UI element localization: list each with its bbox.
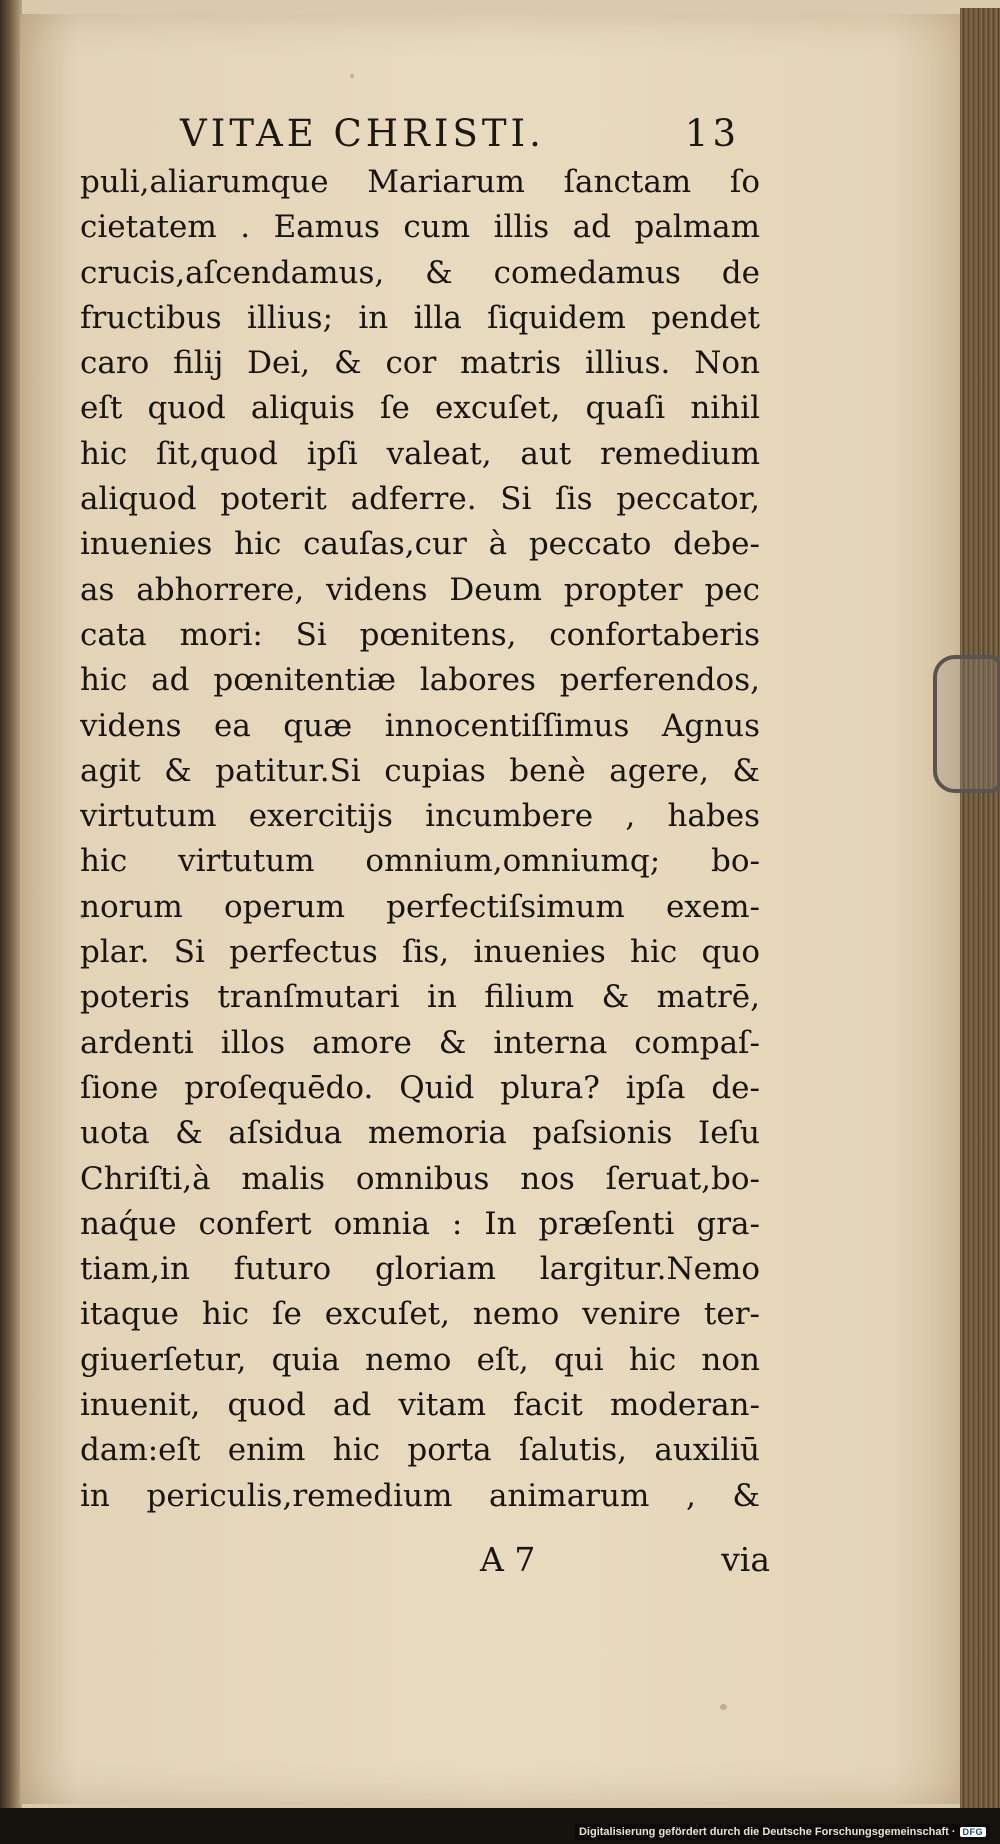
signature-mark: A 7 <box>480 1540 536 1579</box>
text-line: inuenit, quod ad vitam facit moderan- <box>80 1387 760 1424</box>
text-line: ſione proſequēdo. Quid plura? ipſa de- <box>80 1069 760 1106</box>
text-line: itaque hic ſe excuſet, nemo venire ter- <box>80 1296 760 1333</box>
text-line: aliquod poterit adferre. Si ſis peccator, <box>80 481 760 518</box>
signature-line <box>480 1540 770 1586</box>
text-line: as abhorrere, videns Deum propter pec <box>80 571 760 608</box>
text-line: caro filij Dei, & cor matris illius. Non <box>80 345 760 382</box>
page-number: 13 <box>684 112 740 155</box>
text-line: naq́ue confert omnia : In præſenti gra- <box>80 1205 760 1242</box>
body-text <box>80 160 760 1519</box>
text-line: in periculis,remedium animarum , & <box>80 1477 760 1514</box>
text-line: plar. Si perfectus ſis, inuenies hic quo <box>80 934 760 971</box>
book-fore-edge <box>960 8 1000 1820</box>
catchword: via <box>721 1540 770 1579</box>
clip-clasp <box>933 655 1000 793</box>
text-line: videns ea quæ innocentiſſimus Agnus <box>80 707 760 744</box>
digitization-credit <box>575 1824 990 1840</box>
text-line: giuerſetur, quia nemo eſt, qui hic non <box>80 1341 760 1378</box>
text-line: crucis,aſcendamus, & comedamus de <box>80 254 760 291</box>
text-line: virtutum exercitijs incumbere , habes <box>80 798 760 835</box>
text-line: eſt quod aliquis ſe excuſet, quaſi nihil <box>80 390 760 427</box>
text-line: hic ſit,quod ipſi valeat, aut remedium <box>80 435 760 472</box>
credit-text: Digitalisierung gefördert durch die Deutsche Forschungsgemeinschaft · <box>578 1826 956 1838</box>
text-line: hic ad pœnitentiæ labores perferendos, <box>80 662 760 699</box>
paper-speck <box>350 74 354 78</box>
text-line: cata mori: Si pœnitens, confortaberis <box>80 616 760 653</box>
text-line: poteris tranſmutari in filium & matrē, <box>80 979 760 1016</box>
binding-gutter <box>0 0 22 1810</box>
text-line: dam:eſt enim hic porta ſalutis, auxiliū <box>80 1432 760 1469</box>
text-line: cietatem . Eamus cum illis ad palmam <box>80 209 760 246</box>
dfg-logo: DFG <box>960 1827 987 1837</box>
text-line: tiam,in futuro gloriam largitur.Nemo <box>80 1251 760 1288</box>
text-line: Chriſti,à malis omnibus nos ſeruat,bo- <box>80 1160 760 1197</box>
running-head <box>180 112 740 162</box>
text-line: uota & aſsidua memoria paſsionis Ieſu <box>80 1115 760 1152</box>
text-line: puli,aliarumque Mariarum ſanctam ſo <box>80 164 760 200</box>
text-line: norum operum perfectiſsimum exem- <box>80 888 760 925</box>
text-line: ardenti illos amore & interna compaſ- <box>80 1024 760 1061</box>
text-line: agit & patitur.Si cupias benè agere, & <box>80 752 760 789</box>
running-head-title: VITAE CHRISTI. <box>180 112 545 155</box>
text-line: fructibus illius; in illa ſiquidem pendet <box>80 299 760 336</box>
text-line: hic virtutum omnium,omniumq; bo- <box>80 843 760 880</box>
paper-speck <box>720 1704 727 1710</box>
text-line: inuenies hic cauſas,cur à peccato debe- <box>80 526 760 563</box>
